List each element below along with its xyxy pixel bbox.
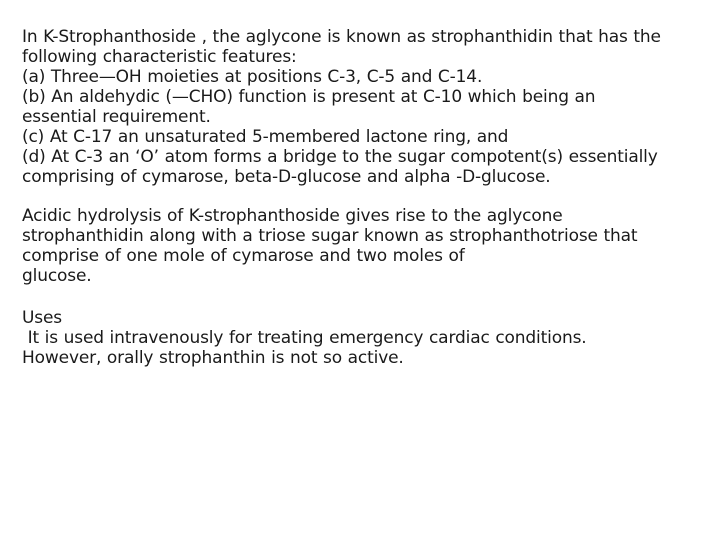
feature-d-line-1: (d) At C-3 an ‘O’ atom forms a bridge to the sugar compotent(s) essentially [22,147,658,167]
feature-c: (c) At C-17 an unsaturated 5-membered lactone ring, and [22,127,509,147]
uses-line-1: It is used intravenously for treating emergency cardiac conditions. [22,328,587,348]
uses-heading: Uses [22,308,63,328]
feature-b-line-1: (b) An aldehydic (—CHO) function is present at C-10 which being an [22,87,596,107]
paragraph-spacer [22,286,702,308]
feature-b-line-2: essential requirement. [22,107,211,127]
hydrolysis-line-2: strophanthidin along with a triose sugar known as strophanthotriose that [22,226,638,246]
hydrolysis-line-3: comprise of one mole of cymarose and two moles of [22,246,465,266]
intro-line-2: following characteristic features: [22,47,297,67]
hydrolysis-line-4: glucose. [22,266,92,286]
intro-line-1: In K-Strophanthoside , the aglycone is known as strophanthidin that has the [22,27,661,47]
feature-a: (a) Three—OH moieties at positions C-3, C-5 and C-14. [22,67,483,87]
feature-d-line-2: comprising of cymarose, beta-D-glucose and alpha -D-glucose. [22,167,551,187]
paragraph-spacer [22,187,702,206]
uses-line-2: However, orally strophanthin is not so active. [22,348,404,368]
hydrolysis-line-1: Acidic hydrolysis of K-strophanthoside gives rise to the aglycone [22,206,563,226]
slide-content [22,27,702,368]
